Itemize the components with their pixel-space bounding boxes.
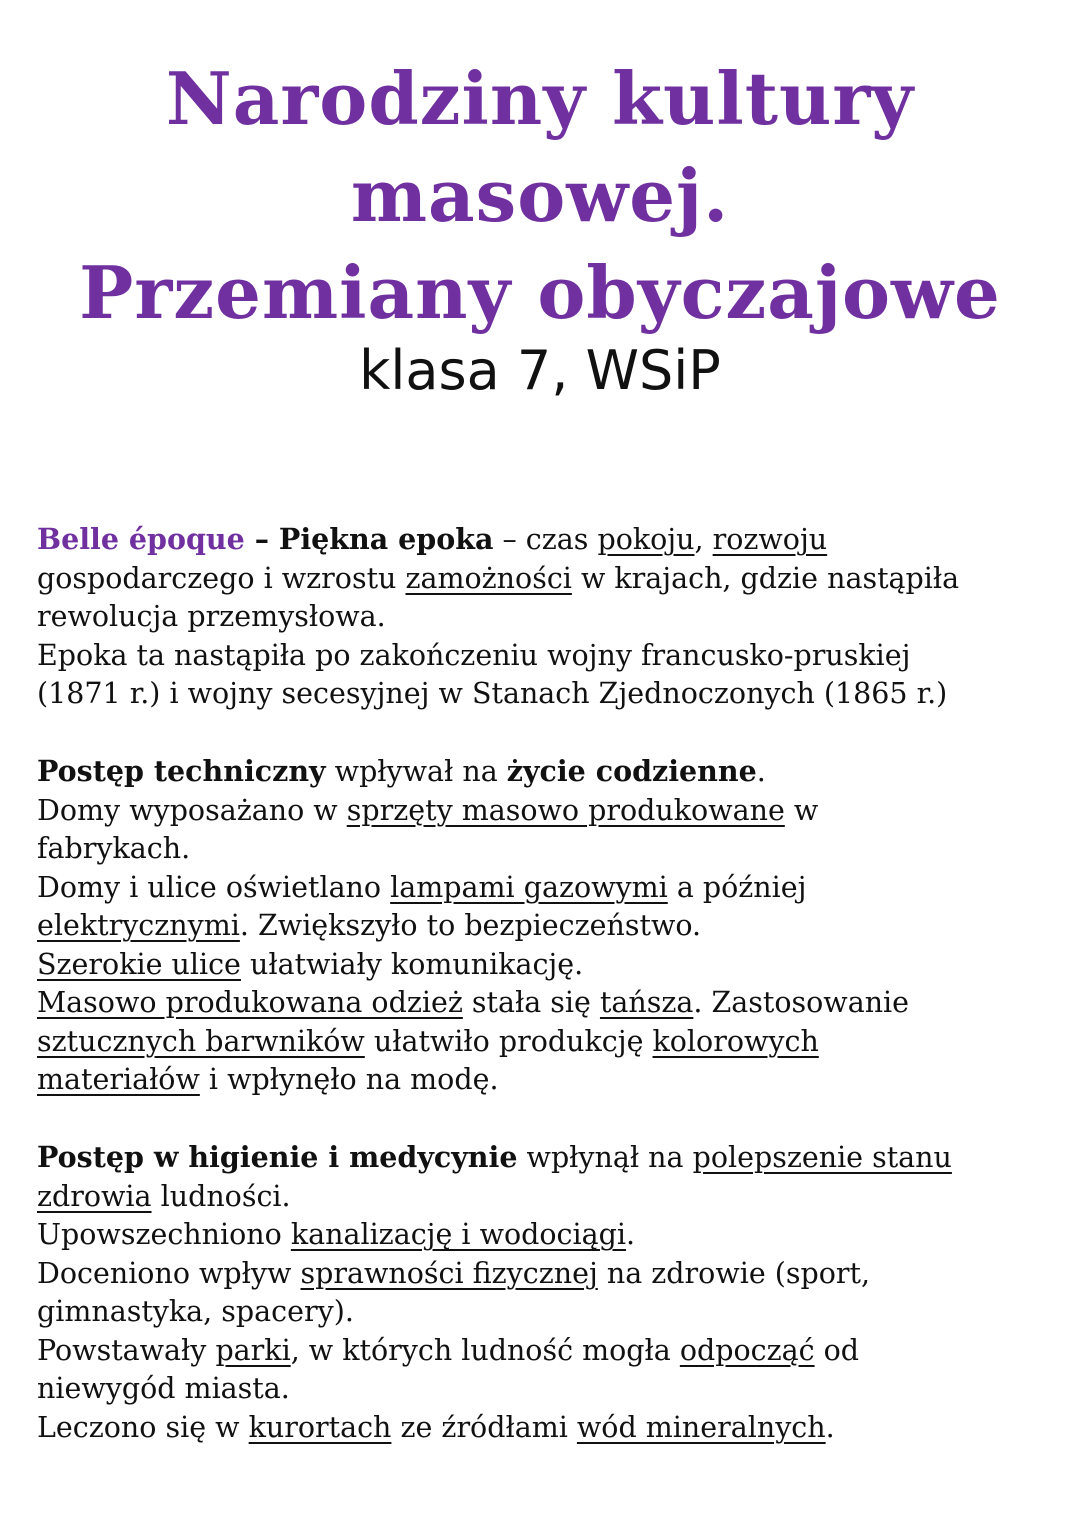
section-heading: Postęp techniczny bbox=[37, 754, 326, 788]
text bbox=[704, 523, 713, 556]
text: ułatwiały komunikację. bbox=[240, 947, 584, 981]
text: w bbox=[784, 793, 819, 827]
keyword-zycie-codzienne: życie codzienne bbox=[506, 754, 757, 788]
text: – czas bbox=[493, 523, 598, 556]
keyword-zamoznosci: zamożności bbox=[405, 561, 572, 595]
section-higiena-medycyna bbox=[37, 1138, 1067, 1447]
text: wpływał na bbox=[325, 755, 507, 788]
text: ułatwiło produkcję bbox=[364, 1024, 653, 1058]
text-line: gimnastyka, spacery). bbox=[37, 1295, 354, 1328]
text: . Zwiększyło to bezpieczeństwo. bbox=[239, 909, 702, 942]
text: Leczono się w bbox=[37, 1410, 249, 1444]
text: . bbox=[756, 755, 766, 788]
keyword: sztucznych barwników bbox=[37, 1024, 365, 1058]
page-subtitle: klasa 7, WSiP bbox=[359, 339, 721, 402]
text-line bbox=[37, 1023, 1067, 1062]
text: wpłynął na bbox=[517, 1141, 693, 1174]
keyword: Masowo produkowana odzież bbox=[37, 986, 463, 1019]
keyword: parki bbox=[215, 1333, 291, 1367]
section-heading-line bbox=[37, 752, 1067, 792]
text-line: rewolucja przemysłowa. bbox=[37, 600, 386, 633]
text: stała się bbox=[462, 986, 600, 1019]
text-line bbox=[37, 792, 1067, 831]
text-line bbox=[37, 560, 1067, 599]
text: ludności. bbox=[151, 1179, 291, 1213]
keyword: zdrowia bbox=[37, 1179, 152, 1213]
text: , w których ludność mogła bbox=[290, 1333, 680, 1367]
text: i wpłynęło na modę. bbox=[199, 1063, 499, 1096]
text-line bbox=[37, 520, 1067, 560]
text-line bbox=[37, 907, 1067, 946]
document-body bbox=[37, 520, 1067, 1486]
keyword: odpocząć bbox=[679, 1333, 815, 1367]
keyword: lampami gazowymi bbox=[390, 870, 668, 904]
text-line bbox=[37, 1178, 1067, 1217]
keyword-pokoju: pokoju bbox=[597, 523, 695, 556]
text-line bbox=[37, 1255, 1067, 1294]
title-line-1: Narodziny kultury bbox=[165, 56, 915, 141]
text-line bbox=[37, 984, 1067, 1023]
keyword: tańsza bbox=[599, 986, 694, 1019]
text-line bbox=[37, 1061, 1067, 1100]
text: Domy wyposażano w bbox=[37, 793, 347, 827]
keyword: sprawności fizycznej bbox=[300, 1256, 598, 1290]
text: , bbox=[694, 523, 704, 556]
keyword: kolorowych bbox=[652, 1024, 819, 1058]
text-line bbox=[37, 946, 1067, 985]
text: Domy i ulice oświetlano bbox=[37, 870, 391, 904]
text-line: Epoka ta nastąpiła po zakończeniu wojny francusko-pruskiej bbox=[37, 638, 911, 672]
text-line bbox=[37, 1332, 1067, 1371]
section-postep-techniczny bbox=[37, 752, 1067, 1100]
term-translation: Piękna epoka bbox=[278, 522, 494, 556]
section-heading-line bbox=[37, 1138, 1067, 1178]
text-line: (1871 r.) i wojny secesyjnej w Stanach Zjednoczonych (1865 r.) bbox=[37, 677, 948, 710]
text-line bbox=[37, 1409, 1067, 1448]
keyword: elektrycznymi bbox=[37, 909, 240, 942]
title-line-2: masowej. bbox=[350, 153, 730, 238]
section-heading: Postęp w higienie i medycynie bbox=[37, 1140, 518, 1174]
term-belle-epoque: Belle époque bbox=[37, 522, 245, 556]
page-title bbox=[0, 50, 1080, 341]
text: . bbox=[825, 1410, 835, 1444]
keyword: kurortach bbox=[248, 1410, 392, 1444]
text-line bbox=[37, 1216, 1067, 1255]
keyword: kanalizację i wodociągi bbox=[290, 1218, 626, 1251]
text: a później bbox=[667, 870, 807, 904]
text: od bbox=[814, 1333, 860, 1367]
text: na zdrowie (sport, bbox=[597, 1256, 871, 1290]
keyword: sprzęty masowo produkowane bbox=[346, 793, 785, 827]
title-line-3: Przemiany obyczajowe bbox=[79, 250, 1001, 335]
text: Upowszechniono bbox=[37, 1218, 291, 1251]
keyword: wód mineralnych bbox=[576, 1410, 826, 1444]
text-line: fabrykach. bbox=[37, 832, 191, 865]
keyword: polepszenie stanu bbox=[692, 1141, 952, 1174]
text: . bbox=[625, 1218, 636, 1251]
dash: – bbox=[244, 522, 279, 556]
text: gospodarczego i wzrostu bbox=[37, 561, 406, 595]
keyword-rozwoju: rozwoju bbox=[712, 523, 828, 556]
text: Powstawały bbox=[37, 1333, 216, 1367]
text: . Zastosowanie bbox=[693, 986, 910, 1019]
text: w krajach, gdzie nastąpiła bbox=[571, 561, 960, 595]
text: ze źródłami bbox=[391, 1410, 577, 1444]
text-line bbox=[37, 869, 1067, 908]
keyword: Szerokie ulice bbox=[37, 947, 241, 981]
keyword: materiałów bbox=[37, 1063, 200, 1096]
section-belle-epoque bbox=[37, 520, 1067, 714]
text: Doceniono wpływ bbox=[37, 1256, 301, 1290]
text-line: niewygód miasta. bbox=[37, 1372, 290, 1405]
